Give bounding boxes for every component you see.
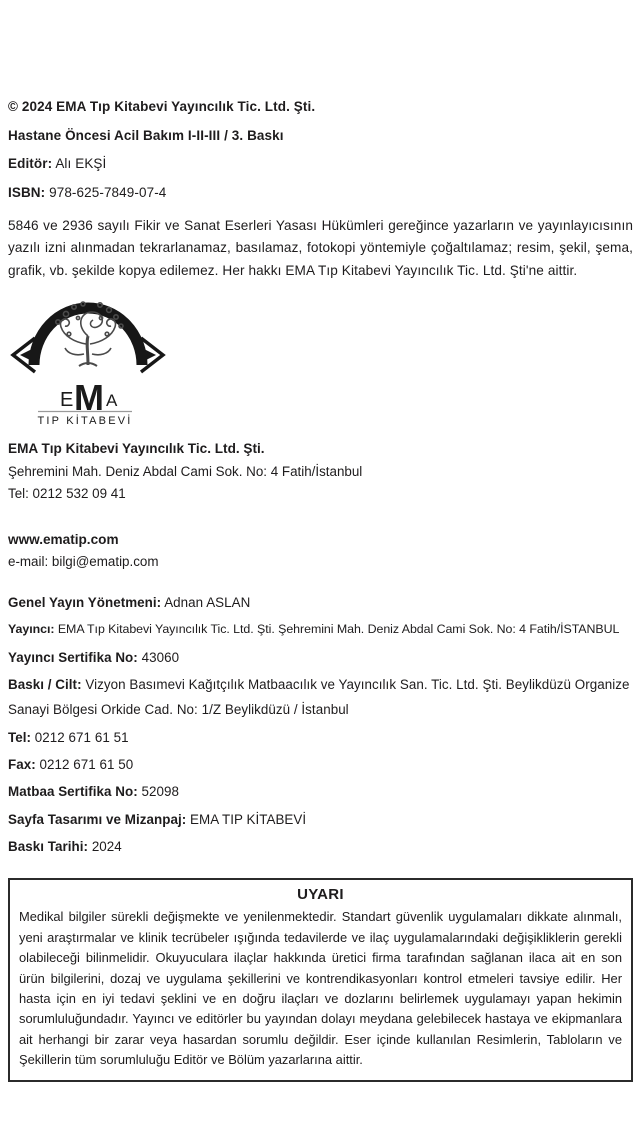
meta-line-fax	[8, 752, 633, 777]
isbn-line	[8, 184, 633, 202]
meta-line-print-binding	[8, 672, 633, 722]
editor-line	[8, 155, 633, 173]
meta-line-tel	[8, 725, 633, 750]
publisher-phone: Tel: 0212 532 09 41	[8, 486, 126, 502]
logo-letter-e: E	[60, 389, 75, 412]
logo-letter-m: M	[74, 377, 104, 419]
warning-body: Medikal bilgiler sürekli değişmekte ve yenilenmektedir. Standart güvenlik uygulamaları dikkate alınmalı, yeni araştırmalar ve klinik tecrübeler ışığında tedavilerde ve ilaç uygulamalarındaki değişikliklerin gerekli olabileceği bilinmelidir. Okuyuculara ilaçlar hakkında üretici firma tarafından sağlanan ilaca ait en son ürün bilgilerini, dozaj ve uygulama şekillerini ve kontrendikasyonları kontrol etmeleri tavsiye edilir. Her hasta için en iyi tedavi şeklini ve en doğru ilaçları ve dozlarını belirlemek uygulamayı yapan hekimin sorumluluğundadır. Yayıncı ve editörler bu yayından dolayı meydana gelebilecek hastaya ve ekipmanlara ait herhangi bir zarar veya hasardan sorumlu değildir. Eser içinde kullanılan Resimlerin, Tabloların ve Şekillerin tüm sorumluluğu Editör ve Bölüm yazarlarına aittir.	[19, 909, 622, 1068]
meta-label: Yayıncı Sertifika No:	[8, 649, 138, 665]
meta-label: Genel Yayın Yönetmeni:	[8, 594, 162, 610]
meta-label: Baskı / Cilt:	[8, 676, 82, 692]
isbn-value: 978-625-7849-07-4	[49, 184, 167, 200]
publisher-contact-block	[8, 529, 633, 573]
meta-label: Tel:	[8, 729, 32, 745]
meta-label: Yayıncı:	[8, 622, 55, 637]
publisher-address-block	[8, 438, 633, 506]
warning-title: UYARI	[297, 886, 344, 904]
meta-value: EMA Tıp Kitabevi Yayıncılık Tic. Ltd. Şti. Şehremini Mah. Deniz Abdal Cami Sok. No: 4 Fatih/İSTANBUL	[57, 622, 620, 637]
meta-value: 52098	[141, 784, 180, 800]
meta-line-page-design	[8, 807, 633, 832]
legal-paragraph: 5846 ve 2936 sayılı Fikir ve Sanat Eserleri Yasası Hükümleri gereğince yazarların ve yayınlayıcısının yazılı izni alınmadan tekrarlanamaz, basılamaz, fotokopi yöntemiyle çoğaltılamaz; resim, şekil, şema, grafik, vb. şekilde kopya edilemez. Her hakkı EMA Tıp Kitabevi Yayıncılık Tic. Ltd. Şti'ne aittir.	[8, 217, 633, 278]
meta-label: Sayfa Tasarımı ve Mizanpaj:	[8, 811, 187, 827]
editor-name: Alı EKŞİ	[55, 156, 107, 171]
meta-label: Fax:	[8, 756, 36, 772]
isbn-label: ISBN:	[8, 184, 46, 200]
meta-value: Vizyon Basımevi Kağıtçılık Matbaacılık ve Yayıncılık San. Tic. Ltd. Şti. Beylikdüzü Organize Sanayi Bölgesi Orkide Cad. No: 1/Z Beylikdüzü / İstanbul	[8, 676, 630, 718]
meta-value: 2024	[91, 839, 122, 855]
publication-meta-block	[8, 590, 633, 860]
meta-line-print-date	[8, 834, 633, 859]
ema-logo-graphic	[8, 296, 176, 429]
publisher-address: Şehremini Mah. Deniz Abdal Cami Sok. No: 4 Fatih/İstanbul	[8, 463, 363, 479]
publisher-website: www.ematip.com	[8, 531, 119, 547]
meta-line-publisher	[8, 617, 633, 642]
meta-value: 0212 671 61 51	[34, 729, 129, 745]
publisher-company-name: EMA Tıp Kitabevi Yayıncılık Tic. Ltd. Şti.	[8, 441, 265, 457]
meta-value: Adnan ASLAN	[164, 594, 251, 610]
meta-value: EMA TIP KİTABEVİ	[190, 811, 307, 827]
book-title: Hastane Öncesi Acil Bakım I-II-III / 3. Baskı	[8, 127, 284, 143]
meta-value: 0212 671 61 50	[39, 756, 134, 772]
copyright-line: © 2024 EMA Tıp Kitabevi Yayıncılık Tic. Ltd. Şti.	[8, 99, 316, 114]
publisher-logo	[8, 296, 633, 429]
warning-box	[8, 878, 633, 1081]
meta-label: Baskı Tarihi:	[8, 839, 89, 855]
meta-label: Matbaa Sertifika No:	[8, 784, 138, 800]
meta-value: 43060	[141, 649, 180, 665]
logo-letter-a: A	[106, 391, 118, 411]
meta-line-print-certificate	[8, 779, 633, 804]
logo-subtitle: TIP KİTABEVİ	[37, 415, 133, 428]
meta-line-general-director	[8, 590, 633, 615]
meta-line-publisher-certificate	[8, 645, 633, 670]
editor-label: Editör:	[8, 156, 53, 171]
imprint-header	[8, 98, 633, 202]
publisher-email: e-mail: bilgi@ematip.com	[8, 553, 159, 569]
